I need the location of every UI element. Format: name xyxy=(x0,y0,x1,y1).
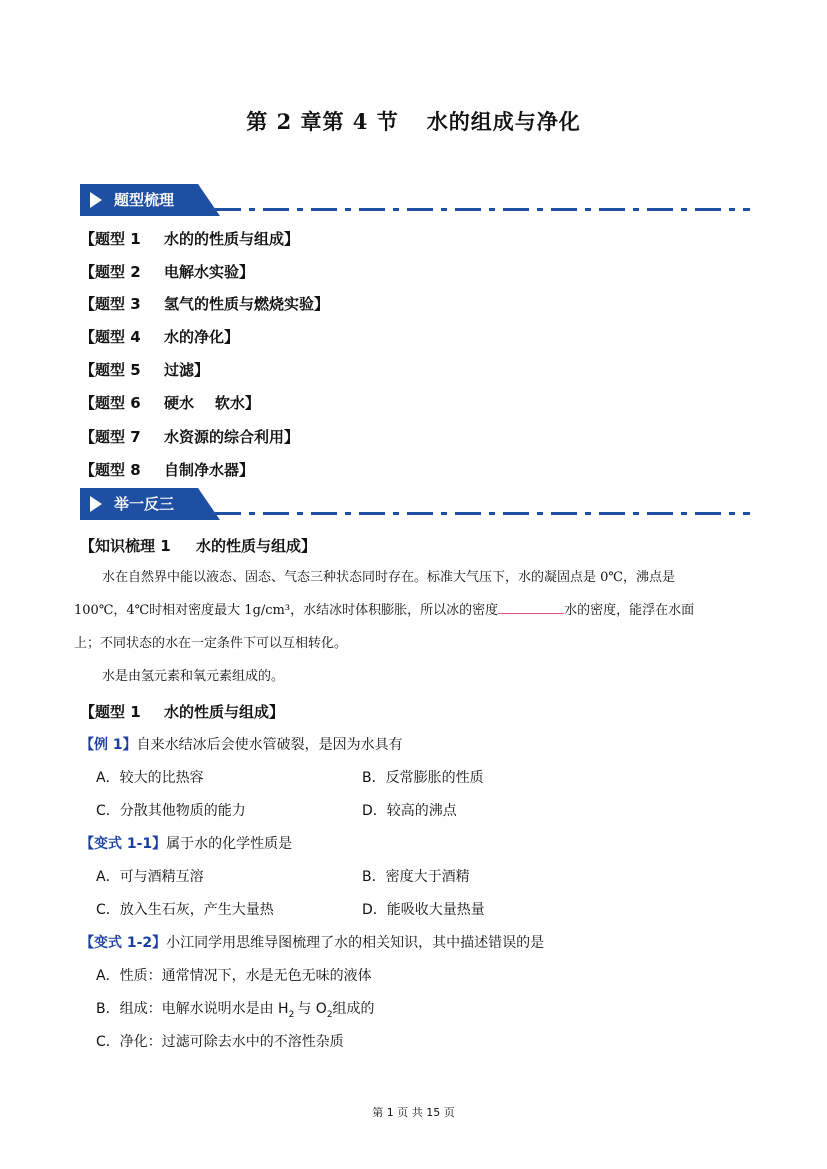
subscript: 2 xyxy=(288,1009,295,1020)
option-c[interactable]: C．放入生石灰，产生大量热 xyxy=(96,902,274,918)
toc-text: 电解水实验】 xyxy=(164,263,255,281)
option-text: 组成的 xyxy=(332,1001,375,1017)
page-title xyxy=(0,106,827,136)
toc-text: 水的的性质与组成】 xyxy=(164,230,300,248)
question-stem: 自来水结冰后会使水管破裂，是因为水具有 xyxy=(136,737,403,753)
toc-label: 【题型 4 xyxy=(80,328,141,346)
play-arrow-icon xyxy=(90,192,102,208)
toc-item[interactable] xyxy=(80,359,209,380)
example-1-question xyxy=(80,734,403,754)
knowledge-paragraph-cont xyxy=(74,594,754,627)
knowledge-paragraph xyxy=(74,561,754,594)
option-d[interactable]: D．较高的沸点 xyxy=(362,803,457,819)
subscript: 2 xyxy=(326,1009,333,1020)
option-b[interactable]: B．反常膨胀的性质 xyxy=(362,770,484,786)
question-stem: 小江同学用思维导图梳理了水的相关知识，其中描述错误的是 xyxy=(166,935,545,951)
toc-item[interactable] xyxy=(80,261,254,282)
toc-label: 【题型 8 xyxy=(80,461,141,479)
dash-dot-divider xyxy=(215,512,750,515)
variant-1-1-question xyxy=(80,833,292,853)
toc-item[interactable] xyxy=(80,392,260,413)
option-d[interactable]: D．能吸收大量热量 xyxy=(362,902,485,918)
toc-label: 【题型 3 xyxy=(80,295,141,313)
toc-label: 【题型 6 xyxy=(80,394,141,412)
toc-text: 水的净化】 xyxy=(164,328,240,346)
toc-text: 硬水 软水】 xyxy=(164,394,260,412)
banner-label: 题型梳理 xyxy=(114,191,175,209)
option-text: 与 O xyxy=(297,1001,327,1017)
toc-item[interactable] xyxy=(80,228,299,249)
section-banner-question-types xyxy=(80,184,750,216)
variant-1-2-question xyxy=(80,932,544,952)
section-banner-examples xyxy=(80,488,750,520)
heading-label: 【题型 1 xyxy=(80,703,141,721)
toc-item[interactable] xyxy=(80,426,299,447)
toc-label: 【题型 7 xyxy=(80,428,141,446)
para-text: 水是由氢元素和氧元素组成的。 xyxy=(102,669,285,684)
question-tag: 【例 1】 xyxy=(80,737,137,753)
para-text: 水在自然界中能以液态、固态、气态三种状态同时存在。标准大气压下，水的凝固点是 0℃，沸点是 xyxy=(102,570,675,585)
option-b[interactable]: B．密度大于酒精 xyxy=(362,869,470,885)
para-text: 上；不同状态的水在一定条件下可以互相转化。 xyxy=(74,636,348,651)
heading-text: 水的性质与组成】 xyxy=(196,537,317,555)
toc-text: 自制净水器】 xyxy=(164,461,255,479)
option-text: B．组成：电解水说明水是由 H xyxy=(96,1001,289,1017)
title-topic: 水的组成与净化 xyxy=(426,109,581,134)
heading-text: 水的性质与组成】 xyxy=(164,703,285,721)
question-tag: 【变式 1-2】 xyxy=(80,935,167,951)
question-tag: 【变式 1-1】 xyxy=(80,836,167,852)
toc-text: 水资源的综合利用】 xyxy=(164,428,300,446)
option-a[interactable]: A．可与酒精互溶 xyxy=(96,869,204,885)
toc-label: 【题型 1 xyxy=(80,230,141,248)
title-chapter: 第 2 章第 4 节 xyxy=(246,109,399,134)
toc-item[interactable] xyxy=(80,293,329,314)
heading-label: 【知识梳理 1 xyxy=(80,537,171,555)
option-c[interactable]: C．净化：过滤可除去水中的不溶性杂质 xyxy=(96,1034,344,1050)
para-text: 100℃，4℃时相对密度最大 1g/cm³，水结冰时体积膨胀，所以冰的密度 xyxy=(74,603,499,618)
dash-dot-divider xyxy=(215,208,750,211)
type1-heading xyxy=(80,701,284,722)
option-b[interactable] xyxy=(96,998,375,1020)
page-footer: 第 1 页 共 15 页 xyxy=(372,1106,455,1119)
option-a[interactable]: A．性质：通常情况下，水是无色无味的液体 xyxy=(96,968,372,984)
para-text: 水的密度，能浮在水面 xyxy=(564,603,695,618)
knowledge-heading xyxy=(80,535,316,556)
knowledge-paragraph-end xyxy=(74,627,754,660)
toc-label: 【题型 5 xyxy=(80,361,141,379)
toc-item[interactable] xyxy=(80,459,254,480)
option-c[interactable]: C．分散其他物质的能力 xyxy=(96,803,246,819)
option-a[interactable]: A．较大的比热容 xyxy=(96,770,204,786)
toc-item[interactable] xyxy=(80,326,239,347)
question-stem: 属于水的化学性质是 xyxy=(166,836,293,852)
answer-blank[interactable] xyxy=(498,599,564,614)
knowledge-paragraph-2 xyxy=(74,660,754,693)
banner-label: 举一反三 xyxy=(114,495,175,513)
toc-text: 过滤】 xyxy=(164,361,210,379)
toc-label: 【题型 2 xyxy=(80,263,141,281)
toc-text: 氢气的性质与燃烧实验】 xyxy=(164,295,330,313)
play-arrow-icon xyxy=(90,496,102,512)
